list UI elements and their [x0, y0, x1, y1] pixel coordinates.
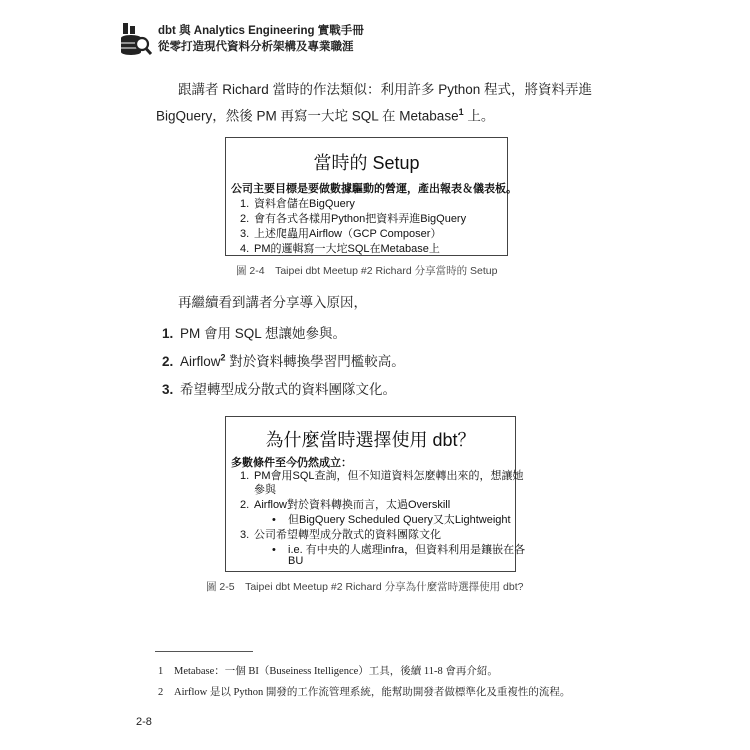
figure-2-4-caption: 圖 2-4 Taipei dbt Meetup #2 Richard 分享當時的 Setup [236, 265, 498, 277]
figure-2-5-title: 為什麼當時選擇使用 dbt？ [265, 430, 476, 450]
figure-2-4-item [240, 240, 440, 256]
database-magnifier-icon [120, 22, 152, 56]
item-number: 4. [240, 243, 250, 255]
figure-2-5-item-3 [240, 526, 441, 542]
item-text: 上述爬蟲用Airflow（GCP Composer） [254, 228, 442, 240]
reason-item [162, 350, 405, 370]
book-subtitle: 從零打造現代資料分析架構及專業職涯 [158, 41, 354, 53]
footnote [158, 663, 498, 678]
figure-2-5-item-2 [240, 496, 450, 512]
footnote-text: Airflow 是以 Python 開發的工作流管理系統，能幫助開發者做標準化及重複性的流程。 [174, 687, 571, 698]
figure-2-5-subitem [272, 541, 525, 557]
reason-text: Airflow [180, 354, 221, 369]
item-number: 2. [240, 499, 250, 511]
item-text: Airflow對於資料轉換而言，太過Overskill [254, 499, 451, 511]
figure-2-4-item [240, 195, 355, 211]
intro-line-1: 跟講者 Richard 當時的作法類似：利用許多 Python 程式，將資料弄進 [178, 82, 593, 97]
figure-2-5-item-1-cont: 參與 [254, 484, 276, 496]
reason-item [162, 322, 346, 342]
reason-text-cont: 對於資料轉換學習門檻較高。 [225, 354, 405, 369]
footnote-number: 2 [158, 687, 164, 698]
figure-2-4-title: 當時的 Setup [313, 153, 420, 173]
figure-2-5 [225, 416, 526, 572]
figure-2-4 [225, 137, 517, 256]
footnote-text: Metabase：一個 BI（Buseiness Itelligence）工具，後續 11-8 會再介紹。 [174, 666, 498, 677]
figure-2-5-caption: 圖 2-5 Taipei dbt Meetup #2 Richard 分享為什麼當時選擇使用 dbt? [206, 581, 524, 593]
figure-2-5-lead: 多數條件至今仍然成立： [231, 457, 352, 469]
reason-number: 2. [162, 354, 174, 369]
subitem-text: i.e. 有中央的人處理infra，但資料利用是鑲嵌在各 [288, 544, 526, 556]
footnote-rule [155, 651, 253, 652]
reason-item [162, 378, 396, 398]
item-number: 2. [240, 213, 250, 225]
intro-line-2-text: BigQuery，然後 PM 再寫一大坨 SQL 在 Metabase [156, 108, 459, 124]
figure-2-4-item [240, 225, 441, 241]
reasons-intro: 再繼續看到講者分享導入原因， [178, 295, 367, 310]
footnote-ref-1: 1 [458, 107, 464, 117]
book-title: dbt 與 Analytics Engineering 實戰手冊 [158, 25, 364, 37]
item-text: 會有各式各樣用Python把資料弄進BigQuery [254, 213, 467, 225]
intro-line-2-end: 上。 [463, 108, 495, 124]
reason-text: PM 會用 SQL 想讓她參與。 [180, 326, 347, 341]
reason-number: 3. [162, 382, 174, 397]
page-number: 2-8 [136, 716, 152, 728]
bullet: • [272, 514, 276, 526]
intro-line-2 [156, 101, 494, 128]
subitem-text: 但BigQuery Scheduled Query又太Lightweight [288, 514, 511, 526]
figure-2-5-subitem [272, 511, 511, 527]
footnote-number: 1 [158, 666, 164, 677]
item-number: 3. [240, 228, 250, 240]
reason-number: 1. [162, 326, 174, 341]
item-number: 3. [240, 529, 250, 541]
item-text: PM的邏輯寫一大坨SQL在Metabase上 [254, 243, 440, 255]
footnote [158, 684, 570, 699]
figure-2-5-subitem-cont: BU [288, 555, 304, 567]
figure-2-4-lead: 公司主要目標是要做數據驅動的營運，產出報表＆儀表板。 [231, 183, 517, 195]
item-text: 資料倉儲在BigQuery [254, 198, 355, 210]
item-number: 1. [240, 470, 250, 482]
bullet: • [272, 544, 276, 556]
item-text: 公司希望轉型成分散式的資料團隊文化 [254, 529, 441, 541]
figure-2-4-item [240, 210, 466, 226]
footnote-ref-2: 2 [220, 352, 226, 363]
item-number: 1. [240, 198, 250, 210]
reason-text: 希望轉型成分散式的資料團隊文化。 [180, 382, 396, 397]
item-text: PM會用SQL查詢，但不知道資料怎麼轉出來的，想讓她 [254, 470, 524, 482]
running-header [120, 20, 420, 60]
figure-2-5-item-1 [240, 467, 524, 483]
